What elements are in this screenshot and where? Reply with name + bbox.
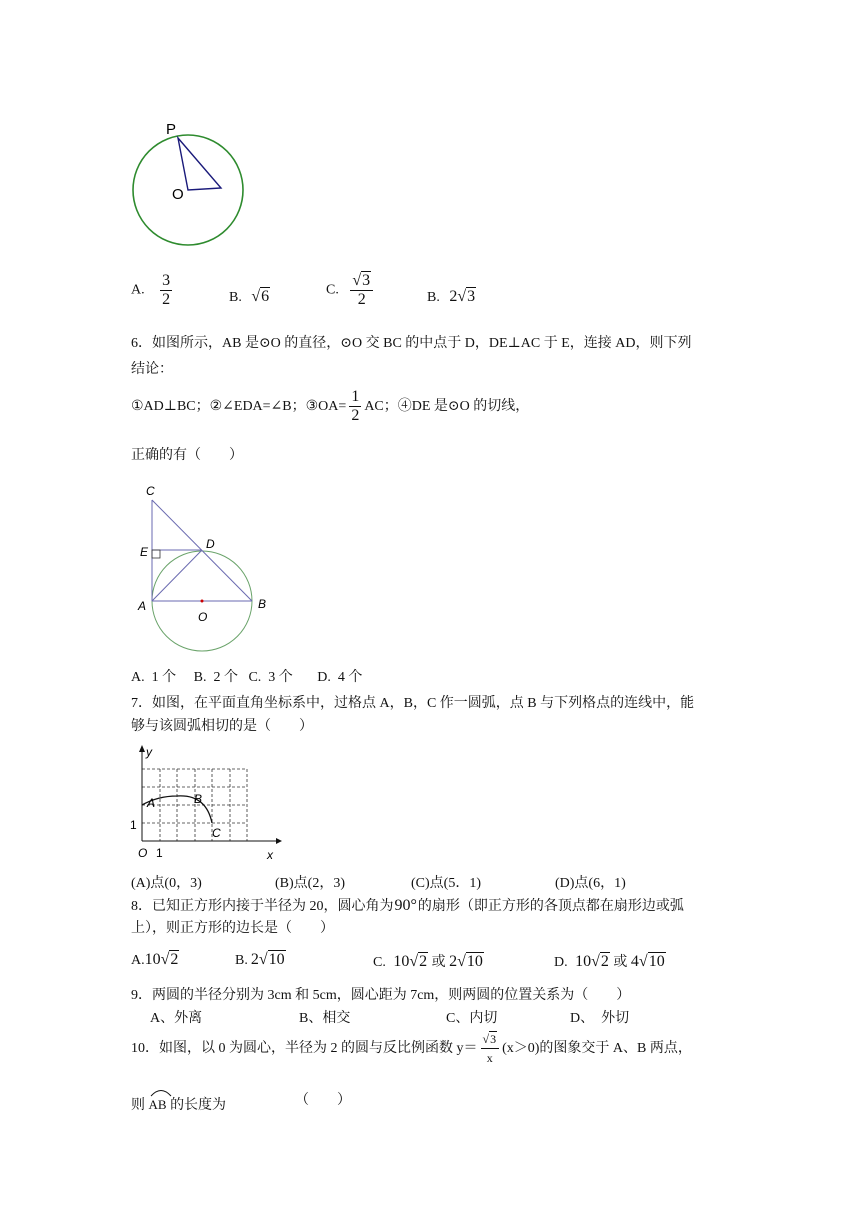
label-x: x	[267, 848, 273, 862]
q7-text-line1: 7．如图，在平面直角坐标系中，过格点 A，B，C 作一圆弧，点 B 与下列格点的连线中，能	[131, 696, 695, 711]
label-b: B	[194, 792, 203, 806]
q5-option-d: B. 2√3	[427, 288, 476, 305]
q7-option-b: (B)点(2，3)	[275, 876, 345, 891]
q9-option-b: B、相交	[299, 1011, 351, 1026]
label-d: D	[206, 537, 215, 551]
q7-option-d: (D)点(6，1)	[555, 876, 626, 891]
label-y: y	[146, 745, 152, 759]
q6-options: A. 1 个 B. 2 个 C. 3 个 D. 4 个	[131, 670, 363, 685]
q9-text-line1: 9．两圆的半径分别为 3cm 和 5cm，圆心距为 7cm，则两圆的位置关系为（ ）	[131, 988, 631, 1003]
label-one-y: 1	[130, 818, 137, 832]
q8-option-b: B. 2√10	[235, 951, 285, 968]
q8-text-line1: 8．已知正方形内接于半径为 20，圆心角为90°的扇形（即正方形的各顶点都在扇形边或弧	[131, 897, 684, 914]
label-one-x: 1	[156, 846, 163, 860]
arc-mark-icon	[149, 1087, 173, 1097]
q7-option-c: (C)点(5．1)	[411, 876, 481, 891]
q6-text-line1: 6．如图所示，AB 是⊙O 的直径，⊙O 交 BC 的中点于 D，DE⊥AC 于 E，连接 AD，则下列	[131, 336, 692, 351]
q10-blank: （ ）	[295, 1093, 351, 1108]
label-a: A	[138, 599, 147, 613]
q9-option-a: A、外离	[150, 1011, 203, 1026]
q6-conclusions: ①AD⊥BC；②∠EDA=∠B；③OA= $\frac{1}{2}$ AC；④DE 是⊙O 的切线，	[131, 388, 530, 425]
circle-triangle-figure	[125, 118, 255, 253]
q5-option-c: C. $\frac{√3}{2}$	[326, 272, 373, 309]
arc-ab: AB	[149, 1091, 167, 1116]
q7-text-line2: 够与该圆弧相切的是（ ）	[131, 719, 313, 734]
label-c: C	[212, 826, 221, 840]
grid-arc-figure	[128, 744, 283, 864]
label-o: O	[198, 610, 208, 624]
label-origin: O	[138, 846, 148, 860]
q5-option-b: B. √6	[229, 288, 270, 305]
q6-text-question: 正确的有（ ）	[131, 448, 243, 463]
q9-option-c: C、内切	[446, 1011, 498, 1026]
triangle-circle-figure	[136, 478, 276, 653]
label-e: E	[140, 545, 149, 559]
q8-option-d: D. 10√2 或 4√10	[554, 953, 665, 970]
q10-text-line2: 则 AB 的长度为	[131, 1091, 226, 1116]
label-b: B	[258, 597, 267, 611]
center-dot	[201, 600, 204, 603]
q10-text-line1: 10．如图，以 0 为圆心，半径为 2 的圆与反比例函数 y＝ $\frac{√3}{x}$ (x＞0)的图象交于 A、B 两点，	[131, 1032, 692, 1066]
q7-option-a: (A)点(0，3)	[131, 876, 202, 891]
label-a: A	[147, 796, 156, 810]
q8-text-line2: 上），则正方形的边长是（ ）	[131, 921, 334, 936]
label-p: P	[166, 121, 177, 138]
label-o: O	[172, 186, 184, 203]
q8-option-a: A.10√2	[131, 951, 179, 968]
right-angle-mark	[152, 550, 160, 558]
triangle-pop	[178, 138, 221, 190]
q5-option-a: A. $\frac{3}{2}$	[131, 272, 171, 308]
label-c: C	[146, 484, 155, 498]
q9-option-d: D、 外切	[570, 1011, 630, 1026]
q6-text-line2: 结论：	[131, 362, 173, 377]
q8-option-c: C. 10√2 或 2√10	[373, 953, 483, 970]
